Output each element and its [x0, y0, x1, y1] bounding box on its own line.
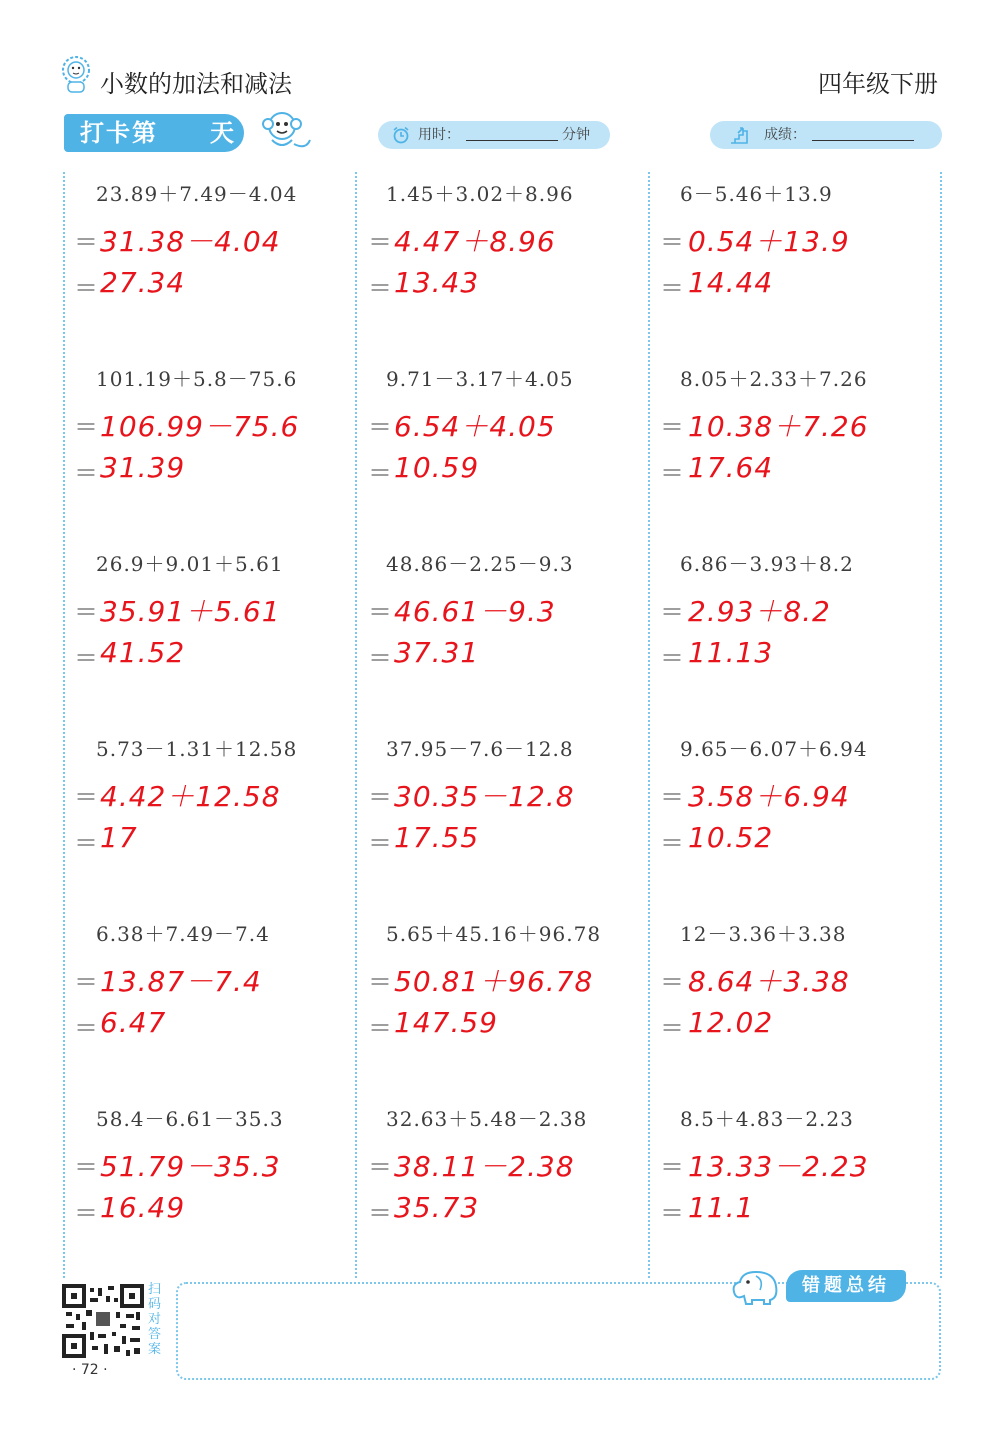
- equals-sign: ＝: [660, 783, 684, 811]
- problem-expression: 6.86－3.93＋8.2: [680, 552, 854, 576]
- answer-step-1: 13.33－2.23: [688, 1150, 869, 1183]
- equals-sign: ＝: [368, 829, 392, 857]
- answer-step-2: 41.52: [100, 636, 186, 669]
- equals-sign: ＝: [74, 783, 98, 811]
- equals-sign: ＝: [660, 1199, 684, 1227]
- checkin-prefix: 打卡第: [80, 119, 158, 147]
- scan-for-answers-label: 扫码对答案: [148, 1282, 162, 1357]
- score-field: [710, 121, 942, 149]
- problem-expression: 9.71－3.17＋4.05: [386, 367, 574, 391]
- answer-step-2: 37.31: [394, 636, 480, 669]
- equals-sign: ＝: [368, 598, 392, 626]
- column-border-left: [63, 172, 65, 1278]
- answer-step-2: 10.52: [688, 821, 774, 854]
- answer-step-2: 11.1: [688, 1191, 755, 1224]
- time-label: 用时：: [418, 127, 460, 143]
- answer-step-2: 35.73: [394, 1191, 480, 1224]
- answer-step-1: 3.58＋6.94: [688, 780, 850, 813]
- time-unit: 分钟: [562, 127, 590, 143]
- problem-expression: 6－5.46＋13.9: [680, 182, 833, 206]
- equals-sign: ＝: [74, 413, 98, 441]
- qr-code-icon[interactable]: [62, 1284, 144, 1358]
- equals-sign: ＝: [368, 1153, 392, 1181]
- equals-sign: ＝: [74, 1153, 98, 1181]
- answer-step-2: 17.55: [394, 821, 480, 854]
- problem-expression: 5.65＋45.16＋96.78: [386, 922, 602, 946]
- answer-step-1: 38.11－2.38: [394, 1150, 575, 1183]
- equals-sign: ＝: [660, 459, 684, 487]
- page-title: 小数的加法和减法: [100, 70, 292, 98]
- column-divider-2: [648, 172, 650, 1278]
- checkin-badge: [64, 114, 244, 152]
- problem-expression: 58.4－6.61－35.3: [96, 1107, 284, 1131]
- answer-step-2: 147.59: [394, 1006, 498, 1039]
- answer-step-1: 4.47＋8.96: [394, 225, 556, 258]
- grade-label: 四年级下册: [818, 70, 938, 98]
- problem-expression: 6.38＋7.49－7.4: [96, 922, 270, 946]
- equals-sign: ＝: [74, 829, 98, 857]
- equals-sign: ＝: [368, 1014, 392, 1042]
- equals-sign: ＝: [368, 274, 392, 302]
- answer-step-1: 0.54＋13.9: [688, 225, 850, 258]
- answer-step-1: 30.35－12.8: [394, 780, 575, 813]
- answer-step-1: 13.87－7.4: [100, 965, 262, 998]
- answer-step-2: 12.02: [688, 1006, 774, 1039]
- equals-sign: ＝: [368, 1199, 392, 1227]
- equals-sign: ＝: [660, 598, 684, 626]
- equals-sign: ＝: [660, 644, 684, 672]
- equals-sign: ＝: [74, 1014, 98, 1042]
- equals-sign: ＝: [660, 274, 684, 302]
- answer-step-2: 14.44: [688, 266, 774, 299]
- equals-sign: ＝: [74, 274, 98, 302]
- problem-expression: 8.05＋2.33＋7.26: [680, 367, 868, 391]
- answer-step-1: 4.42＋12.58: [100, 780, 281, 813]
- score-blank[interactable]: [812, 140, 914, 141]
- equals-sign: ＝: [74, 1199, 98, 1227]
- equals-sign: ＝: [660, 968, 684, 996]
- column-divider-1: [355, 172, 357, 1278]
- answer-step-2: 31.39: [100, 451, 186, 484]
- problem-expression: 1.45＋3.02＋8.96: [386, 182, 574, 206]
- answer-step-2: 16.49: [100, 1191, 186, 1224]
- checkin-suffix: 天: [210, 119, 236, 147]
- lion-mascot-icon: [58, 54, 94, 94]
- page-number: · 72 ·: [72, 1362, 108, 1378]
- answer-step-1: 51.79－35.3: [100, 1150, 281, 1183]
- problem-expression: 5.73－1.31＋12.58: [96, 737, 298, 761]
- answer-step-2: 17: [100, 821, 138, 854]
- answer-step-1: 8.64＋3.38: [688, 965, 850, 998]
- equals-sign: ＝: [368, 968, 392, 996]
- answer-step-1: 50.81＋96.78: [394, 965, 594, 998]
- equals-sign: ＝: [74, 968, 98, 996]
- equals-sign: ＝: [368, 459, 392, 487]
- problem-expression: 8.5＋4.83－2.23: [680, 1107, 854, 1131]
- answer-step-1: 2.93＋8.2: [688, 595, 831, 628]
- answer-step-1: 46.61－9.3: [394, 595, 556, 628]
- answer-step-2: 17.64: [688, 451, 774, 484]
- answer-step-1: 35.91＋5.61: [100, 595, 281, 628]
- equals-sign: ＝: [368, 413, 392, 441]
- equals-sign: ＝: [660, 228, 684, 256]
- trophy-stairs-icon: [730, 126, 748, 144]
- answer-step-1: 6.54＋4.05: [394, 410, 556, 443]
- error-summary-tag: 错题总结: [786, 1270, 906, 1302]
- equals-sign: ＝: [368, 783, 392, 811]
- alarm-clock-icon: [392, 126, 410, 144]
- answer-step-2: 11.13: [688, 636, 774, 669]
- answer-step-2: 10.59: [394, 451, 480, 484]
- problem-expression: 9.65－6.07＋6.94: [680, 737, 868, 761]
- score-label: 成绩：: [764, 127, 806, 143]
- answer-step-1: 106.99－75.6: [100, 410, 300, 443]
- problem-expression: 48.86－2.25－9.3: [386, 552, 574, 576]
- time-blank[interactable]: [466, 140, 558, 141]
- equals-sign: ＝: [74, 459, 98, 487]
- equals-sign: ＝: [660, 1014, 684, 1042]
- problem-expression: 26.9＋9.01＋5.61: [96, 552, 284, 576]
- problem-expression: 23.89＋7.49－4.04: [96, 182, 298, 206]
- answer-step-2: 13.43: [394, 266, 480, 299]
- equals-sign: ＝: [660, 1153, 684, 1181]
- problem-expression: 12－3.36＋3.38: [680, 922, 847, 946]
- answer-step-1: 10.38＋7.26: [688, 410, 869, 443]
- equals-sign: ＝: [660, 829, 684, 857]
- column-border-right: [940, 172, 942, 1278]
- equals-sign: ＝: [660, 413, 684, 441]
- elephant-icon: [730, 1266, 786, 1306]
- answer-step-2: 6.47: [100, 1006, 167, 1039]
- equals-sign: ＝: [368, 228, 392, 256]
- time-field: [378, 121, 610, 149]
- monkey-mascot-icon: [252, 106, 314, 158]
- equals-sign: ＝: [368, 644, 392, 672]
- answer-step-1: 31.38－4.04: [100, 225, 281, 258]
- problem-expression: 37.95－7.6－12.8: [386, 737, 574, 761]
- equals-sign: ＝: [74, 228, 98, 256]
- problem-expression: 32.63＋5.48－2.38: [386, 1107, 588, 1131]
- answer-step-2: 27.34: [100, 266, 186, 299]
- problem-expression: 101.19＋5.8－75.6: [96, 367, 298, 391]
- equals-sign: ＝: [74, 644, 98, 672]
- equals-sign: ＝: [74, 598, 98, 626]
